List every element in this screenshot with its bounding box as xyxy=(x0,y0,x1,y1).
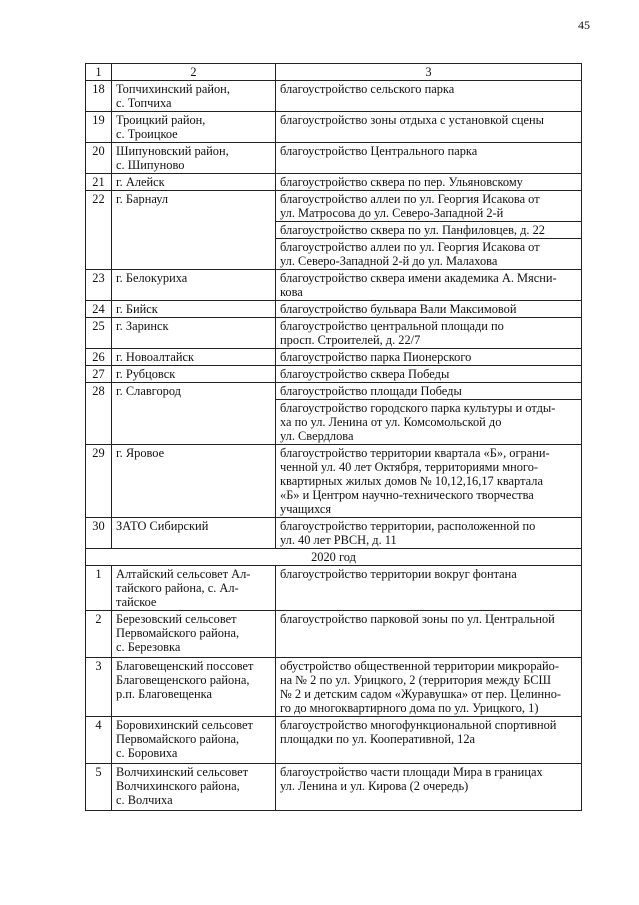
municipality-cell: Шипуновский район, с. Шипуново xyxy=(112,143,276,174)
works-cell: благоустройство центральной площади по просп. Строителей, д. 22/7 xyxy=(276,318,582,349)
works-cell: обустройство общественной территории микрорайо- на № 2 по ул. Урицкого, 2 (территория между БСШ № 2 и детским садом «Журавушка» от пер. Целинно- го до многоквартирного дома по ул. Урицкого, 1) xyxy=(276,658,582,717)
row-number: 27 xyxy=(86,366,112,383)
row-number: 26 xyxy=(86,349,112,366)
municipality-cell: г. Заринск xyxy=(112,318,276,349)
row-number: 1 xyxy=(86,566,112,611)
table-row xyxy=(86,81,582,112)
row-number: 19 xyxy=(86,112,112,143)
municipality-cell: Троицкий район, с. Троицкое xyxy=(112,112,276,143)
works-cell: благоустройство парка Пионерского xyxy=(276,349,582,366)
row-number: 24 xyxy=(86,301,112,318)
works-cell: благоустройство городского парка культуры и отды- ха по ул. Ленина от ул. Комсомольской до ул. Свердлова xyxy=(276,400,582,445)
header-cell: 3 xyxy=(276,64,582,81)
municipality-cell: г. Белокуриха xyxy=(112,270,276,301)
row-number: 20 xyxy=(86,143,112,174)
table-row xyxy=(86,518,582,549)
works-cell: благоустройство территории квартала «Б», ограни- ченной ул. 40 лет Октября, территориями много- квартирных жилых домов № 10,12,16,17 квартала «Б» и Центром научно-технического творчества учащихся xyxy=(276,445,582,518)
works-cell: благоустройство Центрального парка xyxy=(276,143,582,174)
table-row xyxy=(86,566,582,611)
row-number: 22 xyxy=(86,191,112,270)
works-cell: благоустройство площади Победы xyxy=(276,383,582,400)
table-row xyxy=(86,611,582,658)
header-row xyxy=(86,64,582,81)
row-number: 5 xyxy=(86,764,112,811)
municipality-cell: г. Яровое xyxy=(112,445,276,518)
row-number: 18 xyxy=(86,81,112,112)
row-number: 23 xyxy=(86,270,112,301)
table-row xyxy=(86,764,582,811)
table-row xyxy=(86,112,582,143)
row-number: 21 xyxy=(86,174,112,191)
row-number: 30 xyxy=(86,518,112,549)
municipality-cell: г. Рубцовск xyxy=(112,366,276,383)
municipality-cell: Благовещенский поссовет Благовещенского района, р.п. Благовещенка xyxy=(112,658,276,717)
header-cell: 1 xyxy=(86,64,112,81)
works-cell: благоустройство сквера по пер. Ульяновскому xyxy=(276,174,582,191)
row-number: 4 xyxy=(86,717,112,764)
works-cell: благоустройство аллеи по ул. Георгия Исакова от ул. Северо-Западной 2-й до ул. Малахова xyxy=(276,239,582,270)
works-cell: благоустройство аллеи по ул. Георгия Исакова от ул. Матросова до ул. Северо-Западной 2-й xyxy=(276,191,582,222)
header-cell: 2 xyxy=(112,64,276,81)
row-number: 2 xyxy=(86,611,112,658)
page-number: 45 xyxy=(578,18,590,32)
municipality-cell: Березовский сельсовет Первомайского района, с. Березовка xyxy=(112,611,276,658)
table-row xyxy=(86,270,582,301)
table-row xyxy=(86,445,582,518)
row-number: 25 xyxy=(86,318,112,349)
projects-table xyxy=(85,63,582,811)
table-row xyxy=(86,658,582,717)
municipality-cell: г. Барнаул xyxy=(112,191,276,270)
municipality-cell: ЗАТО Сибирский xyxy=(112,518,276,549)
table-row xyxy=(86,301,582,318)
works-cell: благоустройство бульвара Вали Максимовой xyxy=(276,301,582,318)
row-number: 29 xyxy=(86,445,112,518)
municipality-cell: Волчихинский сельсовет Волчихинского района, с. Волчиха xyxy=(112,764,276,811)
works-cell: благоустройство сквера по ул. Панфиловцев, д. 22 xyxy=(276,222,582,239)
row-number: 3 xyxy=(86,658,112,717)
table-row xyxy=(86,318,582,349)
table-row xyxy=(86,366,582,383)
works-cell: благоустройство зоны отдыха с установкой сцены xyxy=(276,112,582,143)
table-row xyxy=(86,717,582,764)
municipality-cell: г. Алейск xyxy=(112,174,276,191)
table-row xyxy=(86,143,582,174)
row-number: 28 xyxy=(86,383,112,445)
works-cell: благоустройство части площади Мира в границах ул. Ленина и ул. Кирова (2 очередь) xyxy=(276,764,582,811)
table-row xyxy=(86,383,582,400)
municipality-cell: г. Славгород xyxy=(112,383,276,445)
works-cell: благоустройство парковой зоны по ул. Центральной xyxy=(276,611,582,658)
table-row xyxy=(86,349,582,366)
year-heading: 2020 год xyxy=(86,549,582,566)
municipality-cell: Топчихинский район, с. Топчиха xyxy=(112,81,276,112)
municipality-cell: г. Бийск xyxy=(112,301,276,318)
municipality-cell: Боровихинский сельсовет Первомайского района, с. Боровиха xyxy=(112,717,276,764)
municipality-cell: г. Новоалтайск xyxy=(112,349,276,366)
year-row xyxy=(86,549,582,566)
works-cell: благоустройство многофункциональной спортивной площадки по ул. Кооперативной, 12а xyxy=(276,717,582,764)
works-cell: благоустройство территории вокруг фонтана xyxy=(276,566,582,611)
municipality-cell: Алтайский сельсовет Ал- тайского района, с. Ал- тайское xyxy=(112,566,276,611)
works-cell: благоустройство сквера Победы xyxy=(276,366,582,383)
table-row xyxy=(86,174,582,191)
table-row xyxy=(86,191,582,222)
works-cell: благоустройство сквера имени академика А. Мясни- кова xyxy=(276,270,582,301)
works-cell: благоустройство сельского парка xyxy=(276,81,582,112)
works-cell: благоустройство территории, расположенной по ул. 40 лет РВСН, д. 11 xyxy=(276,518,582,549)
